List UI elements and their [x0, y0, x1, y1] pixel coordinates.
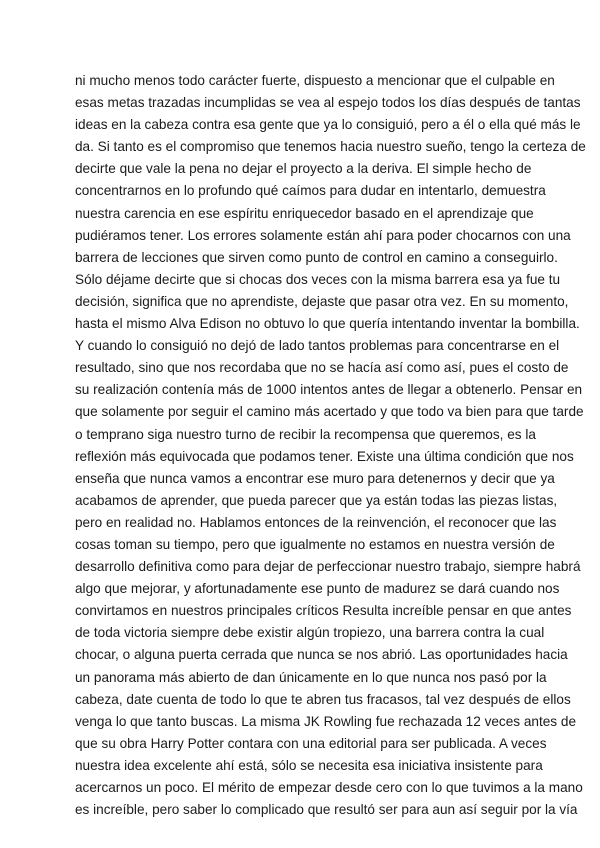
text-line: o temprano siga nuestro turno de recibir la recompensa que queremos, es la	[75, 426, 536, 442]
text-line: Y cuando lo consiguió no dejó de lado tantos problemas para concentrarse en el	[75, 338, 560, 354]
text-line: su realización contenía más de 1000 intentos antes de llegar a obtenerlo. Pensar en	[75, 382, 583, 398]
text-line: desarrollo definitiva como para dejar de perfeccionar nuestro trabajo, siempre habrá	[75, 559, 581, 575]
text-line: resultado, sino que nos recordaba que no se hacía así como así, pues el costo de	[75, 360, 569, 376]
text-line: acercarnos un poco. El mérito de empezar desde cero con lo que tuvimos a la mano	[75, 780, 583, 795]
text-line: un panorama más abierto de dan únicamente en lo que nunca nos pasó por la	[75, 669, 547, 685]
text-line: chocar, o alguna puerta cerrada que nunca se nos abrió. Las oportunidades hacia	[75, 647, 568, 663]
text-line: Sólo déjame decirte que si chocas dos veces con la misma barrera esa ya fue tu	[75, 271, 561, 287]
text-line: reflexión más equivocada que podamos tener. Existe una última condición que nos	[75, 448, 574, 464]
text-line: decisión, significa que no aprendiste, dejaste que pasar otra vez. En su momento,	[75, 293, 569, 309]
text-line: ni mucho menos todo carácter fuerte, dispuesto a mencionar que el culpable en	[75, 73, 555, 88]
text-line: nuestra carencia en ese espíritu enriquecedor basado en el aprendizaje que	[75, 205, 534, 221]
text-line: concentrarnos en lo profundo qué caímos para dudar en intentarlo, demuestra	[75, 183, 546, 199]
text-line: esas metas trazadas incumplidas se vea al espejo todos los días después de tantas	[75, 95, 581, 111]
text-line: convirtamos en nuestros principales críticos Resulta increíble pensar en que antes	[75, 603, 572, 619]
text-line: venga lo que tanto buscas. La misma JK Rowling fue rechazada 12 veces antes de	[75, 713, 577, 729]
text-line: que su obra Harry Potter contara con una editorial para ser publicada. A veces	[75, 735, 547, 751]
text-line: enseña que nunca vamos a encontrar ese muro para detenernos y decir que ya	[75, 470, 555, 486]
text-line: decirte que vale la pena no dejar el proyecto a la deriva. El simple hecho de	[75, 161, 532, 177]
text-line: que solamente por seguir el camino más acertado y que todo va bien para que tarde	[75, 404, 584, 420]
text-line: algo que mejorar, y afortunadamente ese punto de madurez se dará cuando nos	[75, 581, 560, 597]
text-line: acabamos de aprender, que pueda parecer que ya están todas las piezas listas,	[75, 492, 558, 508]
text-line: de toda victoria siempre debe existir algún tropiezo, una barrera contra la cual	[75, 625, 545, 641]
text-line: da. Si tanto es el compromiso que tenemos hacia nuestro sueño, tengo la certeza de	[75, 139, 586, 155]
text-line: pero en realidad no. Hablamos entonces de la reinvención, el reconocer que las	[75, 514, 557, 530]
text-line: pudiéramos tener. Los errores solamente están ahí para poder chocarnos con una	[75, 227, 571, 243]
text-line: ideas en la cabeza contra esa gente que ya lo consiguió, pero a él o ella qué más le	[75, 117, 581, 133]
body-text	[75, 70, 586, 821]
text-line: cabeza, date cuenta de todo lo que te abren tus fracasos, tal vez después de ellos	[75, 691, 571, 707]
text-line: es increíble, pero saber lo complicado que resultó ser para aun así seguir por la vía	[75, 802, 578, 818]
text-line: barrera de lecciones que sirven como punto de control en camino a conseguirlo.	[75, 249, 558, 265]
text-line: cosas toman su tiempo, pero que igualmente no estamos en nuestra versión de	[75, 536, 555, 552]
text-line: nuestra idea excelente ahí está, sólo se necesita esa iniciativa insistente para	[75, 757, 543, 773]
text-line: hasta el mismo Alva Edison no obtuvo lo que quería intentando inventar la bombilla.	[75, 316, 580, 332]
